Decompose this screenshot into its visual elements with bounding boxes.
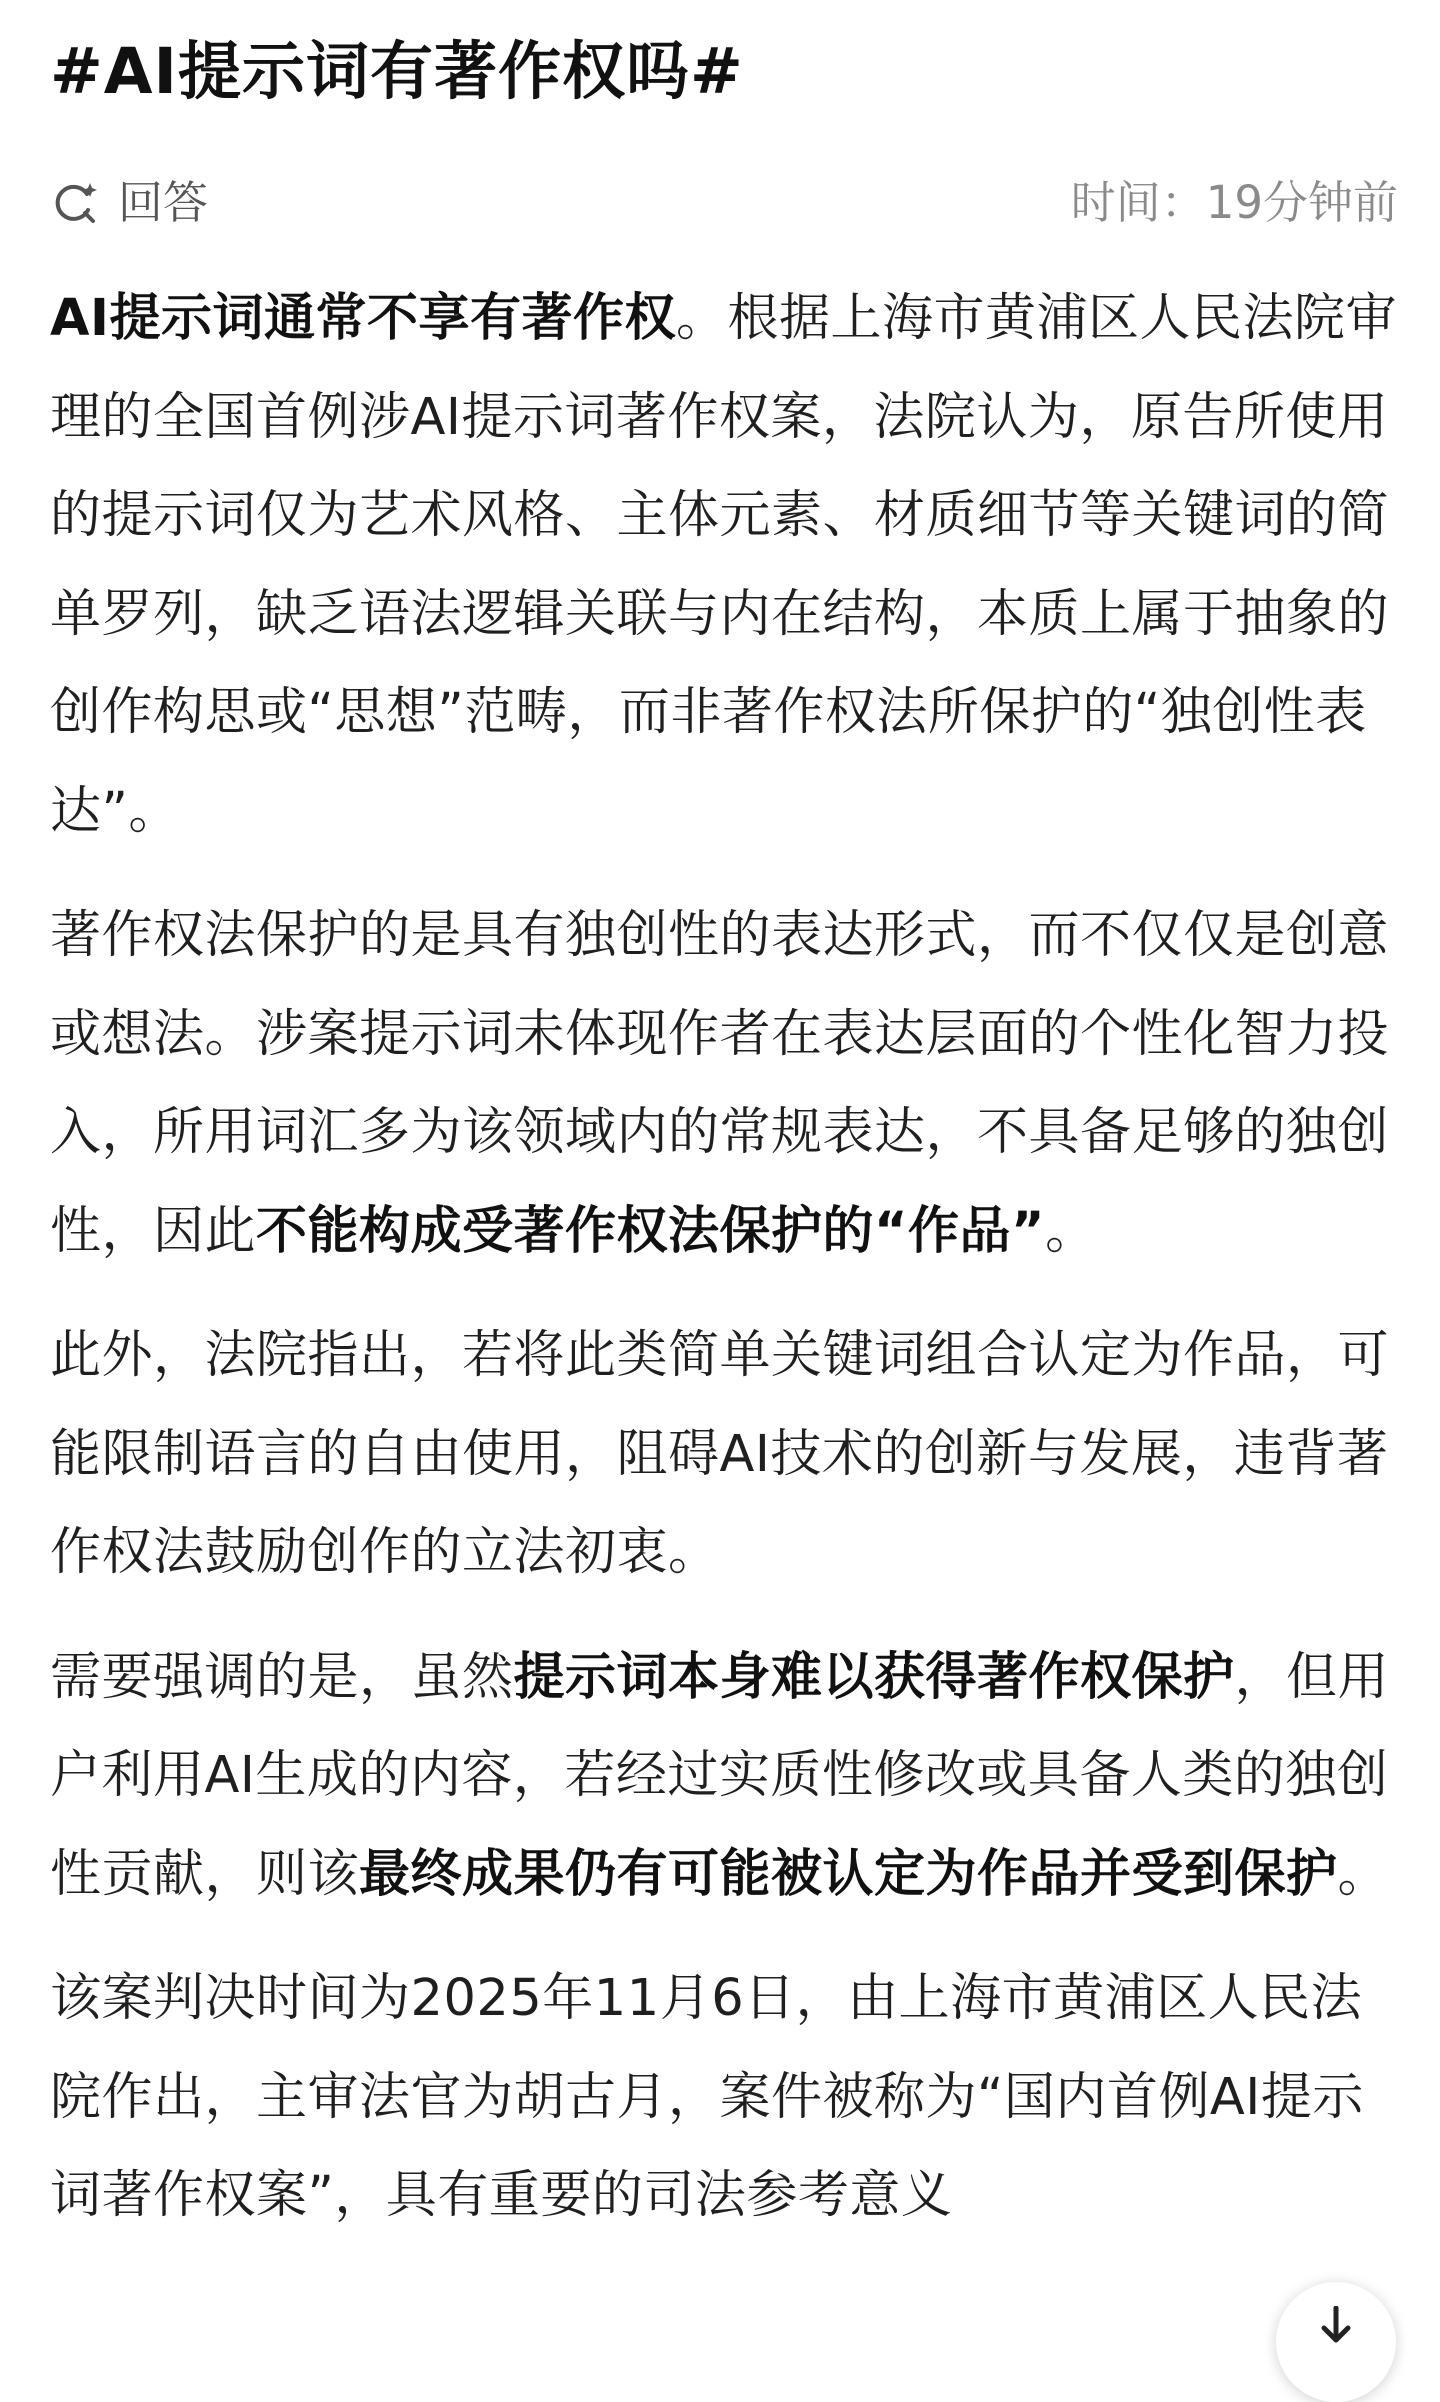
paragraph-text: 此外，法院指出，若将此类简单关键词组合认定为作品，可能限制语言的自由使用，阻碍AI技术的创新与发展，违背著作权法鼓励创作的立法初衷。 xyxy=(50,1326,1390,1582)
bold-text: 提示词本身难以获得著作权保护 xyxy=(513,1647,1235,1707)
paragraph-text: 。 xyxy=(1337,1844,1390,1904)
bold-text: AI提示词通常不享有著作权 xyxy=(50,289,676,348)
bold-text: 不能构成受著作权法保护的“作品” xyxy=(256,1201,1046,1261)
paragraph-text: 。根据上海市黄浦区人民法院审理的全国首例涉AI提示词著作权案，法院认为，原告所使用的提示词仅为艺术风格、主体元素、材质细节等关键词的简单罗列，缺乏语法逻辑关联与内在结构，本质上属于抽象的创作构思或“思想”范畴，而非著作权法所保护的“独创性表达”。 xyxy=(50,289,1397,841)
answer-meta-row xyxy=(50,168,1398,238)
answer-paragraph-2 xyxy=(50,887,1400,1281)
topic-title[interactable]: #AI提示词有著作权吗# xyxy=(50,35,744,108)
answer-paragraph-1 xyxy=(50,270,1400,861)
answer-content xyxy=(50,270,1400,2272)
answer-paragraph-4 xyxy=(50,1629,1400,1925)
bold-text: 最终成果仍有可能被认定为作品并受到保护 xyxy=(359,1844,1338,1904)
answer-paragraph-5 xyxy=(50,1950,1400,2246)
paragraph-text: 该案判决时间为2025年11月6日，由上海市黄浦区人民法院作出，主审法官为胡古月，案件被称为“国内首例AI提示词著作权案”，具有重要的司法参考意义 xyxy=(50,1969,1364,2225)
post-time: 时间：19分钟前 xyxy=(1070,176,1398,229)
paragraph-text: 。 xyxy=(1045,1201,1097,1261)
answer-label: 回答 xyxy=(118,176,209,229)
arrow-down-icon xyxy=(1316,2306,1356,2350)
paragraph-text: 著作权法保护的是具有独创性的表达形式，而不仅仅是创意或想法。涉案提示词未体现作者在表达层面的个性化智力投入，所用词汇多为该领域内的常规表达，不具备足够的独创性，因此 xyxy=(50,906,1390,1261)
answer-paragraph-3 xyxy=(50,1307,1400,1603)
sparkle-search-icon xyxy=(50,178,100,228)
scroll-down-button[interactable] xyxy=(1276,2282,1396,2402)
paragraph-text: ，但用户利用AI生成的内容，若经过实质性修改或具备人类的独创性贡献，则该 xyxy=(50,1647,1390,1904)
answer-tag xyxy=(50,173,208,233)
paragraph-text: 需要强调的是，虽然 xyxy=(50,1647,514,1707)
